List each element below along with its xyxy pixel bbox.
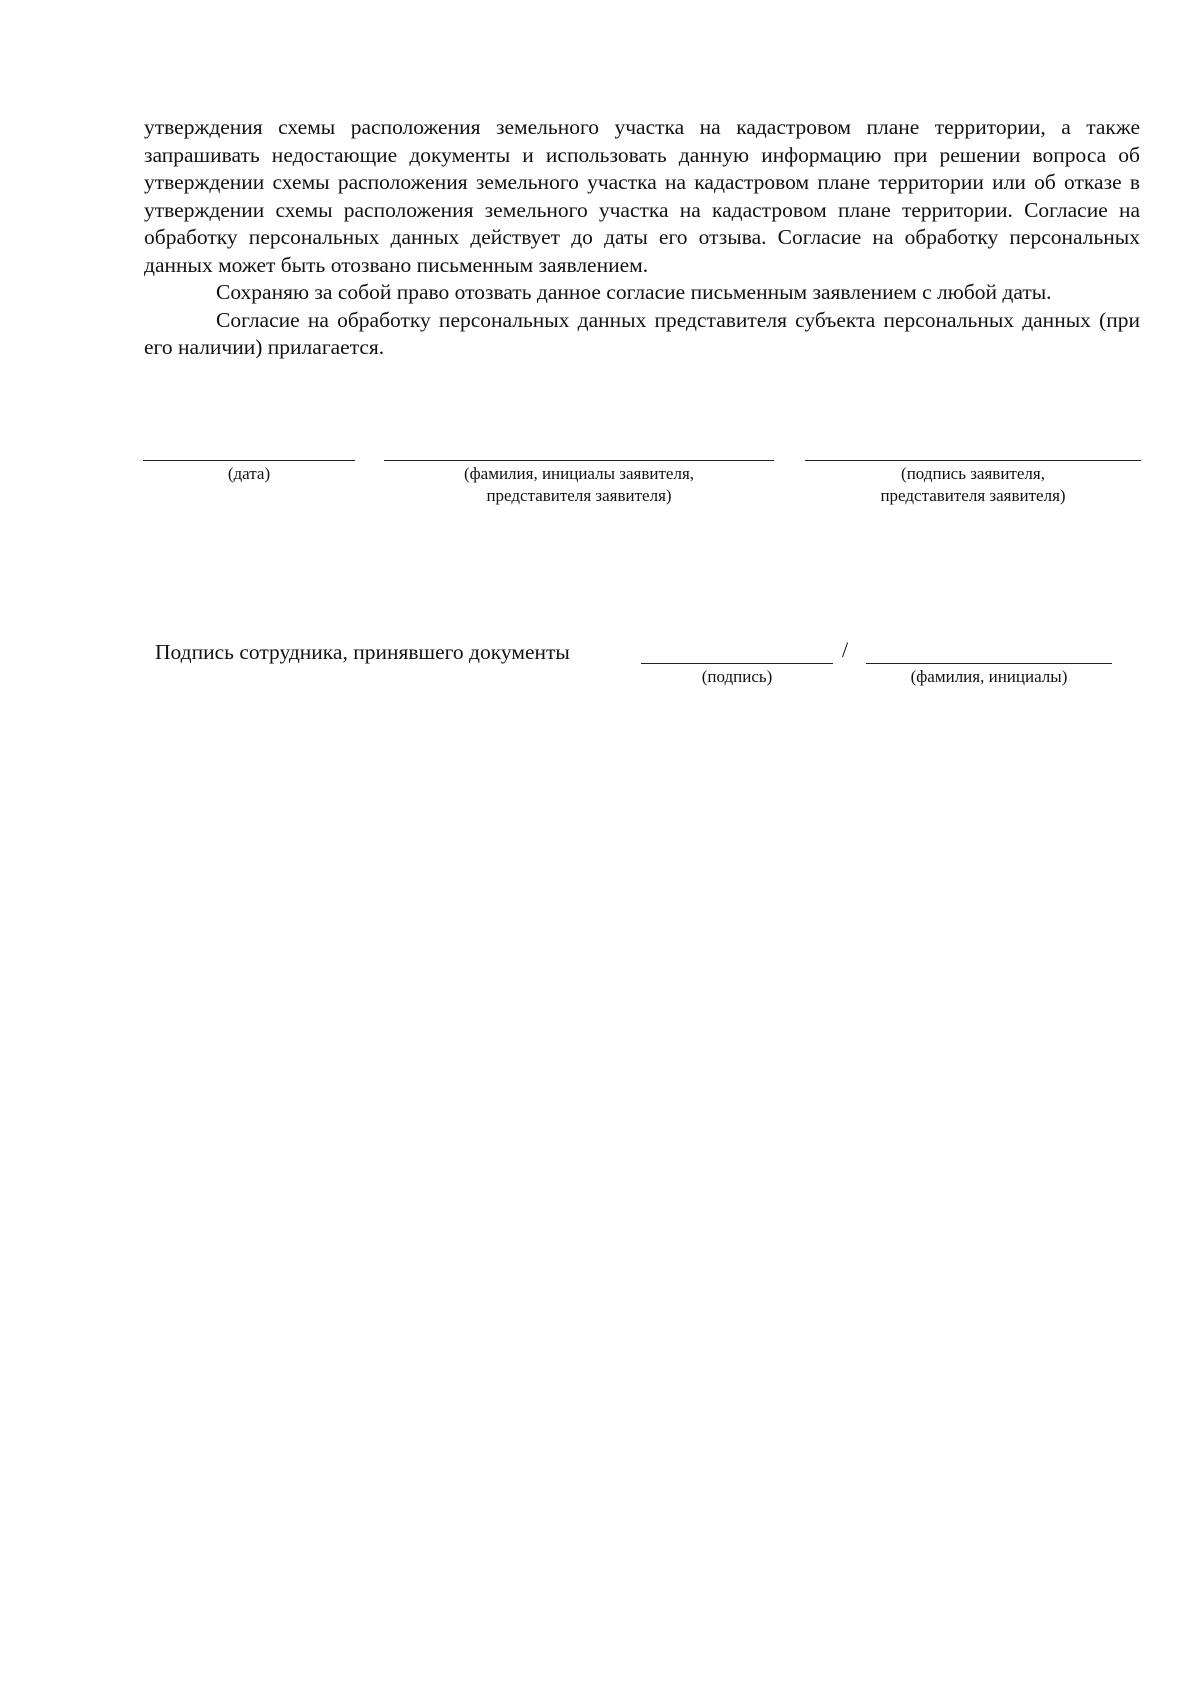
staff-name-line[interactable] xyxy=(866,663,1112,664)
separator-slash: / xyxy=(842,637,849,662)
consent-paragraph: утверждения схемы расположения земельного участка на кадастровом плане территории, а также запрашивать недостающие документы и использовать данную информацию при решении вопроса об утверждении схемы расположения земельного участка на кадастровом плане территории или об отказе в утверждении схемы расположения земельного участка на кадастровом плане территории. Согласие на обработку персональных данных действует до даты его отзыва. Согласие на обработку персональных данных может быть отозвано письменным заявлением. xyxy=(144,115,1140,277)
consent-text xyxy=(144,114,1140,362)
staff-name-caption: (фамилия, инициалы) xyxy=(910,667,1068,686)
staff-signature-label: Подпись сотрудника, принявшего документы xyxy=(155,640,570,664)
revocation-paragraph: Сохраняю за собой право отозвать данное согласие письменным заявлением с любой даты. xyxy=(216,280,1052,304)
applicant-signature-line[interactable] xyxy=(805,460,1141,461)
date-caption: (дата) xyxy=(227,464,271,483)
date-line[interactable] xyxy=(143,460,355,461)
applicant-name-line[interactable] xyxy=(384,460,774,461)
representative-paragraph: Согласие на обработку персональных данных представителя субъекта персональных данных (при его наличии) прилагается. xyxy=(144,307,1140,359)
staff-signature-line[interactable] xyxy=(641,663,833,664)
applicant-name-caption: (фамилия, инициалы заявителя, представителя заявителя) xyxy=(463,464,695,505)
staff-signature-caption: (подпись) xyxy=(701,667,773,686)
applicant-signature-caption: (подпись заявителя, представителя заявителя) xyxy=(880,464,1066,505)
